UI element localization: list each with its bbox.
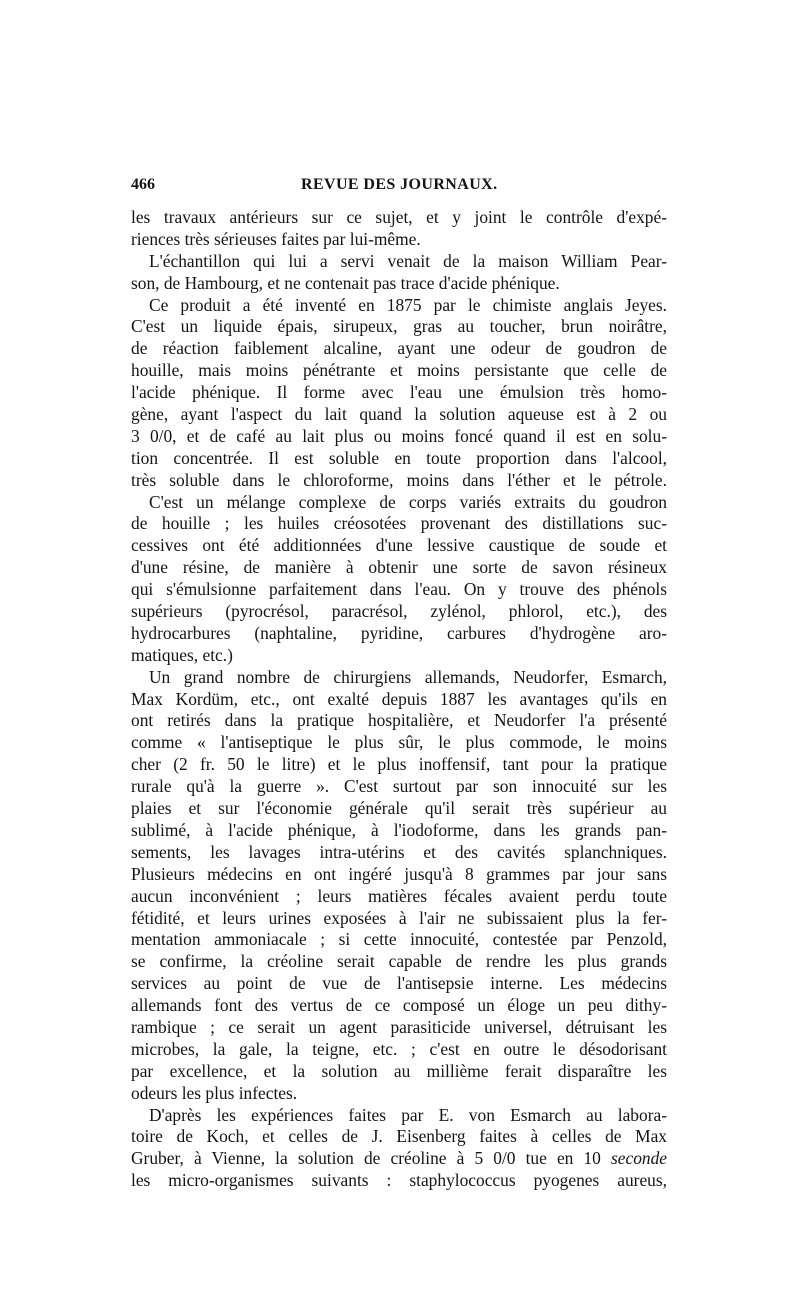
page-header <box>131 174 667 200</box>
text-line: riences très sérieuses faites par lui-même. <box>131 228 421 249</box>
text-line: les micro-organismes suivants : staphylococcus pyogenes aureus, <box>131 1170 667 1191</box>
text-line: son, de Hambourg, et ne contenait pas trace d'acide phénique. <box>131 272 560 293</box>
text-line <box>131 1148 667 1170</box>
text-line: gène, ayant l'aspect du lait quand la solution aqueuse est à 2 ou <box>131 404 667 425</box>
text-line: très soluble dans le chloroforme, moins dans l'éther et le pétrole. <box>131 469 667 490</box>
text-line: sublimé, à l'acide phénique, à l'iodoforme, dans les grands pan- <box>131 819 667 840</box>
text-line: tion concentrée. Il est soluble en toute proportion dans l'alcool, <box>131 447 667 468</box>
text-line: par excellence, et la solution au millième ferait disparaître les <box>131 1060 667 1081</box>
text-line: de réaction faiblement alcaline, ayant une odeur de goudron de <box>131 338 667 359</box>
text-line: rurale qu'à la guerre ». C'est surtout par son innocuité sur les <box>131 776 667 797</box>
text-line: ont retirés dans la pratique hospitalière, et Neudorfer l'a présenté <box>131 710 667 731</box>
text-line: Max Kordüm, etc., ont exalté depuis 1887 les avantages qu'ils en <box>131 688 667 709</box>
text-line: comme « l'antiseptique le plus sûr, le plus commode, le moins <box>131 732 667 753</box>
text-line: cher (2 fr. 50 le litre) et le plus inoffensif, tant pour la pratique <box>131 754 667 775</box>
text-line: rambique ; ce serait un agent parasiticide universel, détruisant les <box>131 1016 667 1037</box>
text-line: Un grand nombre de chirurgiens allemands, Neudorfer, Esmarch, <box>149 666 667 687</box>
text-line: fétidité, et leurs urines exposées à l'air ne subissaient plus la fer- <box>131 907 667 928</box>
text-line: C'est un mélange complexe de corps variés extraits du goudron <box>149 491 667 512</box>
text-line: de houille ; les huiles créosotées provenant des distillations suc- <box>131 513 667 534</box>
text-line: microbes, la gale, la teigne, etc. ; c'est en outre le désodorisant <box>131 1038 667 1059</box>
text-line: toire de Koch, et celles de J. Eisenberg faites à celles de Max <box>131 1126 667 1147</box>
text-line: Plusieurs médecins en ont ingéré jusqu'à 8 grammes par jour sans <box>131 863 667 884</box>
page-number: 466 <box>131 176 155 193</box>
body-text <box>131 207 667 1192</box>
text-fragment: Gruber, à Vienne, la solution de créoline à 5 0/0 tue en 10 <box>131 1148 601 1169</box>
text-line: D'après les expériences faites par E. von Esmarch au labora- <box>149 1104 667 1125</box>
text-line: plaies et sur l'économie générale qu'il serait très supérieur au <box>131 798 667 819</box>
text-line: matiques, etc.) <box>131 644 233 665</box>
text-line: aucun inconvénient ; leurs matières fécales avaient perdu toute <box>131 885 667 906</box>
text-line: d'une résine, de manière à obtenir une sorte de savon résineux <box>131 557 667 578</box>
running-title: REVUE DES JOURNAUX. <box>301 176 498 193</box>
text-line: sements, les lavages intra-utérins et des cavités splanchniques. <box>131 841 667 862</box>
text-line: houille, mais moins pénétrante et moins persistante que celle de <box>131 360 667 381</box>
text-line: odeurs les plus infectes. <box>131 1082 298 1103</box>
text-line: C'est un liquide épais, sirupeux, gras au toucher, brun noirâtre, <box>131 316 667 337</box>
text-line: se confirme, la créoline serait capable de rendre les plus grands <box>131 951 667 972</box>
text-line: qui s'émulsionne parfaitement dans l'eau. On y trouve des phénols <box>131 579 667 600</box>
italic-word: seconde <box>610 1148 667 1169</box>
text-line: les travaux antérieurs sur ce sujet, et y joint le contrôle d'expé- <box>131 207 667 227</box>
text-line: mentation ammoniacale ; si cette innocuité, contestée par Penzold, <box>131 929 667 950</box>
text-line: Ce produit a été inventé en 1875 par le chimiste anglais Jeyes. <box>149 294 667 315</box>
text-line: hydrocarbures (naphtaline, pyridine, carbures d'hydrogène aro- <box>131 622 667 643</box>
text-line: services au point de vue de l'antisepsie interne. Les médecins <box>131 973 667 994</box>
text-line: 3 0/0, et de café au lait plus ou moins foncé quand il est en solu- <box>131 425 667 446</box>
text-line: l'acide phénique. Il forme avec l'eau une émulsion très homo- <box>131 382 667 403</box>
text-line: L'échantillon qui lui a servi venait de la maison William Pear- <box>149 250 667 271</box>
text-line: supérieurs (pyrocrésol, paracrésol, zylénol, phlorol, etc.), des <box>131 601 667 622</box>
text-line: allemands font des vertus de ce composé un éloge un peu dithy- <box>131 995 667 1016</box>
text-line: cessives ont été additionnées d'une lessive caustique de soude et <box>131 535 667 556</box>
